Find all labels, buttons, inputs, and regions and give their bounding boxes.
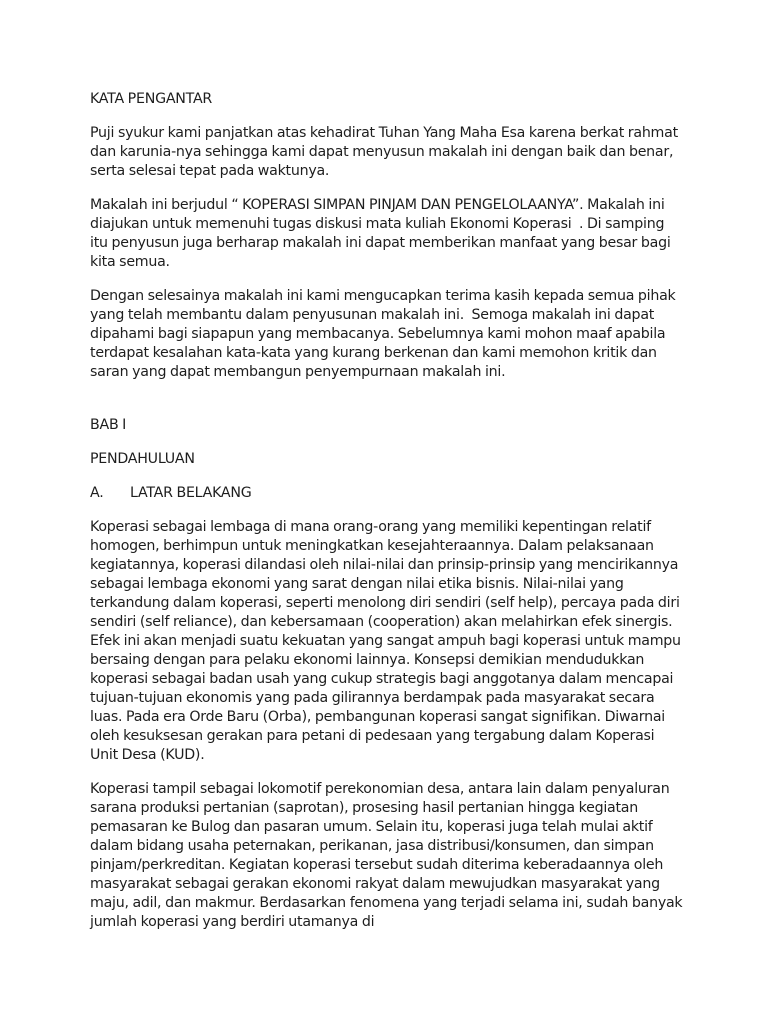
section-number: A. [90, 485, 104, 501]
section-title: LATAR BELAKANG [130, 485, 252, 501]
chapter-label: BAB I [90, 417, 127, 433]
foreword-paragraph-3: Dengan selesainya makalah ini kami mengucapkan terima kasih kepada semua pihak yang telah membantu dalam penyusunan makalah ini. Semoga makalah ini dapat dipahami bagi siapapun yang membacanya. Sebelumnya kami mohon maaf apabila terdapat kesalahan kata-kata yang kurang berkenan dan kami memohon kritik dan saran yang dapat membangun penyempurnaan makalah ini. [90, 288, 676, 380]
body-paragraph-2: Koperasi tampil sebagai lokomotif perekonomian desa, antara lain dalam penyaluran sarana produksi pertanian (saprotan), prosesing hasil pertanian hingga kegiatan pemasaran ke Bulog dan pasaran umum. Selain itu, koperasi juga telah mulai aktif dalam bidang usaha peternakan, perikanan, jasa distribusi/konsumen, dan simpan pinjam/perkreditan. Kegiatan koperasi tersebut sudah diterima keberadaannya oleh masyarakat sebagai gerakan ekonomi rakyat dalam mewujudkan masyarakat yang maju, adil, dan makmur. Berdasarkan fenomena yang terjadi selama ini, sudah banyak jumlah koperasi yang berdiri utamanya di [90, 781, 683, 930]
page-title: KATA PENGANTAR [90, 91, 213, 107]
foreword-paragraph-1: Puji syukur kami panjatkan atas kehadirat Tuhan Yang Maha Esa karena berkat rahmat dan karunia-nya sehingga kami dapat menyusun makalah ini dengan baik dan benar, serta selesai tepat pada waktunya. [90, 125, 678, 179]
foreword-paragraph-2: Makalah ini berjudul “ KOPERASI SIMPAN PINJAM DAN PENGELOLAANYA”. Makalah ini diajukan untuk memenuhi tugas diskusi mata kuliah Ekonomi Koperasi . Di samping itu penyusun juga berharap makalah ini dapat memberikan manfaat yang besar bagi kita semua. [90, 197, 671, 270]
body-paragraph-1: Koperasi sebagai lembaga di mana orang-orang yang memiliki kepentingan relatif homogen, berhimpun untuk meningkatkan kesejahteraannya. Dalam pelaksanaan kegiatannya, koperasi dilandasi oleh nilai-nilai dan prinsip-prinsip yang mencirikannya sebagai lembaga ekonomi yang sarat dengan nilai etika bisnis. Nilai-nilai yang terkandung dalam koperasi, seperti menolong diri sendiri (self help), percaya pada diri sendiri (self reliance), dan kebersamaan (cooperation) akan melahirkan efek sinergis. Efek ini akan menjadi suatu kekuatan yang sangat ampuh bagi koperasi untuk mampu bersaing dengan para pelaku ekonomi lainnya. Konsepsi demikian mendudukkan koperasi sebagai badan usah yang cukup strategis bagi anggotanya dalam mencapai tujuan-tujuan ekonomis yang pada gilirannya berdampak pada masyarakat secara luas. Pada era Orde Baru (Orba), pembangunan koperasi sangat signifikan. Diwarnai oleh kesuksesan gerakan para petani di pedesaan yang tergabung dalam Koperasi Unit Desa (KUD). [90, 519, 681, 763]
chapter-title: PENDAHULUAN [90, 451, 195, 467]
document-body [90, 90, 685, 947]
section-heading [90, 484, 685, 503]
